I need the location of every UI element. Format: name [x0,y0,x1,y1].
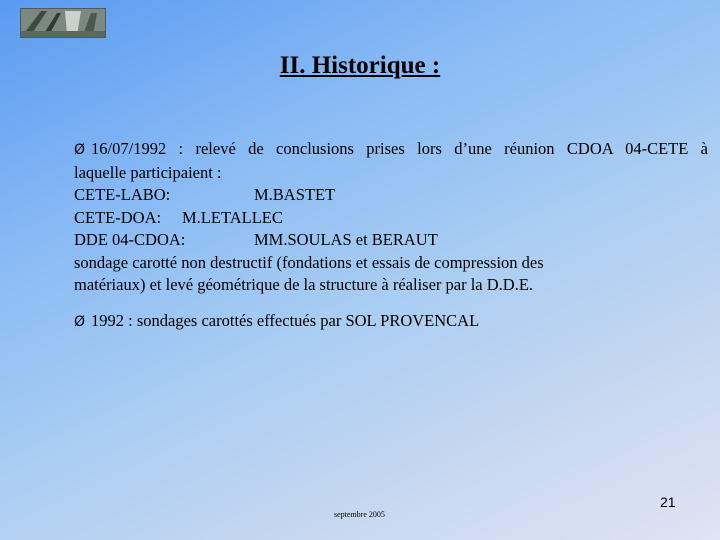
participant-org: DDE 04-CDOA: [74,230,186,249]
bullet-line-6: sondage carotté non destructif (fondations et essais de compression des [74,252,544,272]
arrow-bullet-icon: Ø [74,142,86,158]
participant-org: CETE-DOA: [74,207,162,227]
footer-date: septembre 2005 [334,510,385,519]
bullet-line-7: matériaux) et levé géométrique de la structure à réaliser par la D.D.E. [74,275,534,294]
slide-title: II. Historique : [279,52,441,79]
participant-row [74,184,708,207]
bullet-sondages-1992 [74,310,708,334]
logo-image [20,8,106,38]
arrow-bullet-icon: Ø [74,314,86,330]
bullet-line-1 [74,138,708,162]
participant-name: M.BASTET [254,185,336,204]
bullet-historique-1992-reunion [74,138,708,297]
participant-row [74,207,708,230]
bullet-line-2: laquelle participaient : [74,162,222,182]
bullet-text: 16/07/1992 : relevé de conclusions prises lors d’une réunion CDOA 04-CETE à [91,139,708,158]
bullet-line [74,310,708,334]
participant-name: MM.SOULAS et BERAUT [254,230,438,249]
participant-org: CETE-LABO: [74,185,171,204]
participant-row [74,229,708,252]
page-number: 21 [660,494,676,510]
participant-name: M.LETALLEC [182,207,283,227]
bullet-text: 1992 : sondages carottés effectués par SOL PROVENCAL [91,311,480,330]
